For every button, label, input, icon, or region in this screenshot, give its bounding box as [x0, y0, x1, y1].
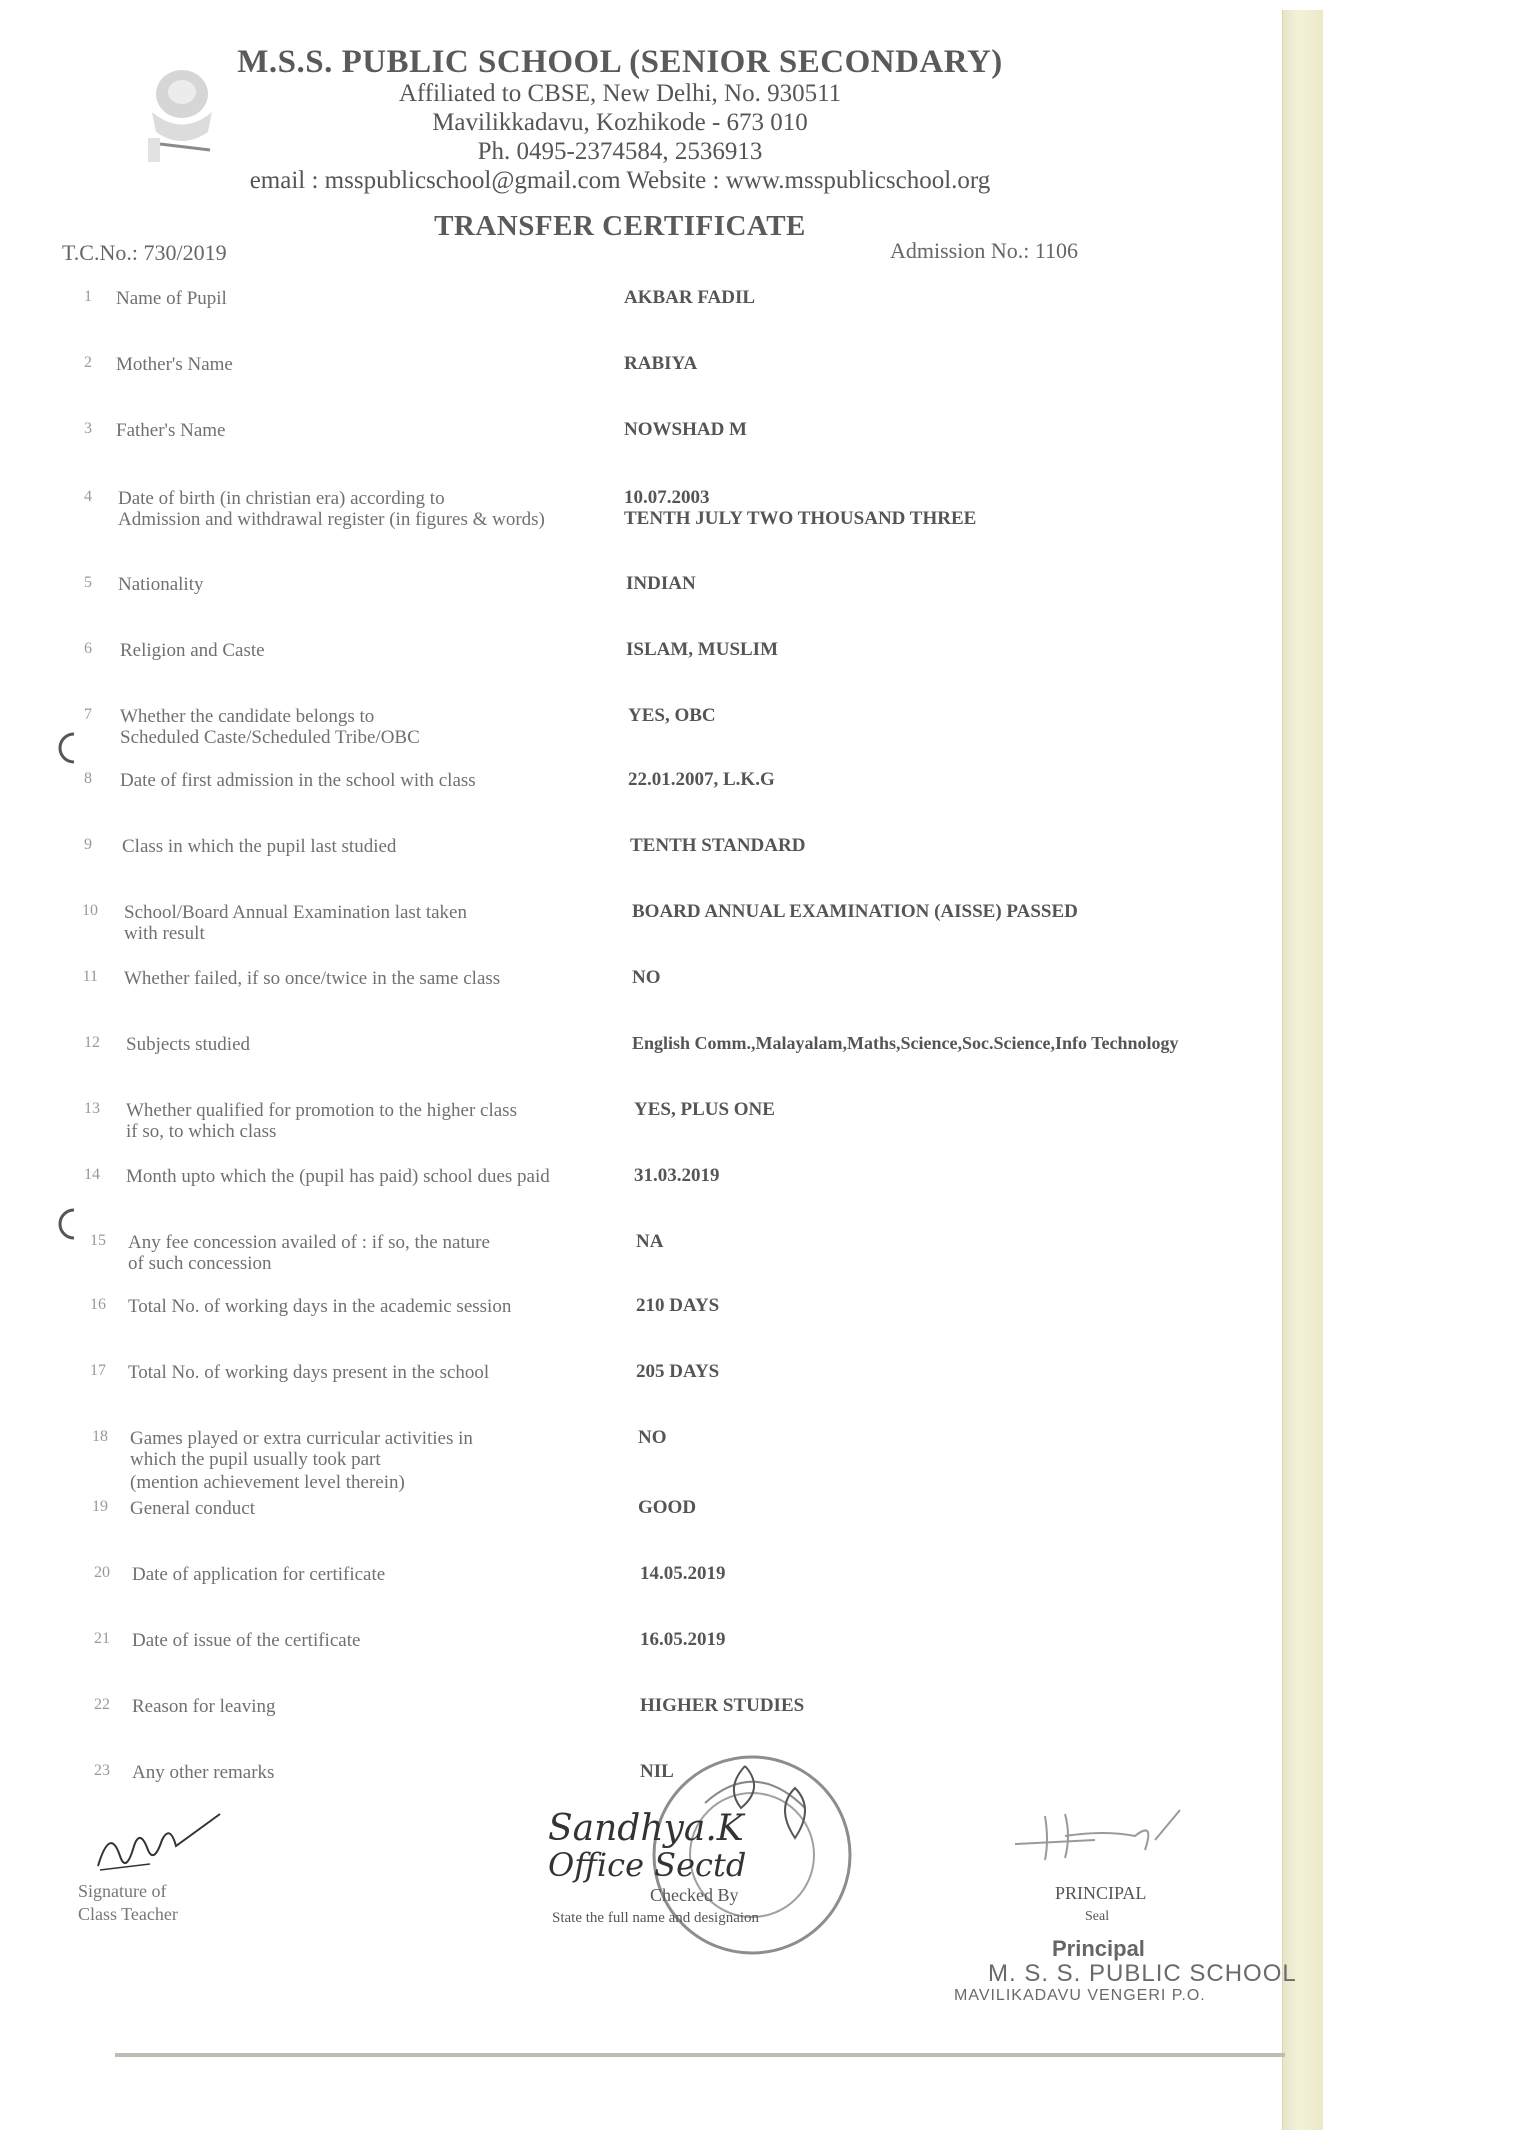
field-label: Religion and Caste	[120, 640, 265, 661]
field-label-line3: (mention achievement level therein)	[130, 1472, 405, 1493]
field-number: 21	[94, 1630, 110, 1647]
field-label: Whether the candidate belongs to	[120, 706, 375, 727]
page-bottom-edge	[115, 2053, 1285, 2057]
field-label-line2: Scheduled Caste/Scheduled Tribe/OBC	[120, 727, 420, 748]
field-label: Any fee concession availed of : if so, the nature	[128, 1232, 490, 1253]
field-number: 16	[90, 1296, 106, 1313]
affiliation-line: Affiliated to CBSE, New Delhi, No. 930511	[398, 80, 842, 107]
punch-mark-icon	[52, 730, 82, 766]
punch-mark-icon	[52, 1206, 82, 1242]
field-label-line2: which the pupil usually took part	[130, 1449, 381, 1470]
handwritten-designation: Office Sectd	[548, 1846, 747, 1884]
field-value: NIL	[640, 1761, 674, 1782]
field-number: 22	[94, 1696, 110, 1713]
field-number: 2	[84, 354, 92, 371]
stamp-address: MAVILIKADAVU VENGERI P.O.	[954, 1987, 1206, 2004]
field-label: Whether failed, if so once/twice in the same class	[124, 968, 501, 989]
field-value: 210 DAYS	[636, 1295, 720, 1316]
field-label: Father's Name	[116, 420, 226, 441]
field-value: INDIAN	[626, 573, 696, 594]
field-number: 20	[94, 1564, 110, 1581]
field-number: 11	[82, 968, 98, 985]
field-value: YES, PLUS ONE	[634, 1099, 775, 1120]
field-label: Date of first admission in the school with class	[120, 770, 476, 791]
field-value: RABIYA	[624, 353, 698, 374]
field-number: 17	[90, 1362, 106, 1379]
field-label: Mother's Name	[116, 354, 233, 375]
field-value: English Comm.,Malayalam,Maths,Science,Soc.Science,Info Technology	[632, 1033, 1179, 1053]
field-number: 9	[84, 836, 92, 853]
stamp-principal: Principal	[1052, 1936, 1145, 1961]
field-number: 14	[84, 1166, 100, 1183]
field-number: 3	[84, 420, 92, 437]
field-number: 13	[84, 1100, 100, 1117]
field-number: 6	[84, 640, 92, 657]
field-label: Reason for leaving	[132, 1696, 276, 1717]
field-label: Month upto which the (pupil has paid) school dues paid	[126, 1166, 550, 1187]
class-teacher-label: Signature of	[78, 1881, 167, 1901]
field-label: Date of application for certificate	[132, 1564, 386, 1585]
field-label: Class in which the pupil last studied	[122, 836, 397, 857]
checked-by-label: Checked By	[650, 1885, 739, 1905]
field-number: 7	[84, 706, 92, 723]
field-value: TENTH STANDARD	[630, 835, 806, 856]
field-value: YES, OBC	[628, 705, 716, 726]
field-value: NO	[638, 1427, 667, 1448]
admission-number: Admission No.: 1106	[890, 238, 1079, 263]
field-value: NA	[636, 1231, 664, 1252]
field-number: 12	[84, 1034, 100, 1051]
field-label: Subjects studied	[126, 1034, 251, 1055]
field-label: Total No. of working days in the academic session	[128, 1296, 512, 1317]
phone-line: Ph. 0495-2374584, 2536913	[477, 138, 763, 165]
field-value: ISLAM, MUSLIM	[626, 639, 779, 660]
seal-label: Seal	[1085, 1909, 1110, 1924]
field-label-line2: if so, to which class	[126, 1121, 277, 1142]
field-label: Whether qualified for promotion to the higher class	[126, 1100, 517, 1121]
page-edge	[1282, 10, 1323, 2130]
field-label: General conduct	[130, 1498, 256, 1519]
class-teacher-signature	[90, 1806, 230, 1886]
field-number: 4	[84, 488, 92, 505]
address-line: Mavilikkadavu, Kozhikode - 673 010	[432, 109, 808, 136]
certificate-title: TRANSFER CERTIFICATE	[434, 210, 806, 242]
field-value: 10.07.2003	[624, 487, 710, 508]
field-value: 14.05.2019	[640, 1563, 726, 1584]
field-label: Name of Pupil	[116, 288, 227, 309]
field-number: 15	[90, 1232, 106, 1249]
field-value-line2: TENTH JULY TWO THOUSAND THREE	[624, 508, 977, 529]
field-value: 16.05.2019	[640, 1629, 726, 1650]
field-number: 5	[84, 574, 92, 591]
field-label-line2: Admission and withdrawal register (in figures & words)	[118, 509, 545, 530]
field-value: AKBAR FADIL	[624, 287, 756, 308]
field-label: School/Board Annual Examination last taken	[124, 902, 467, 923]
field-label-line2: of such concession	[128, 1253, 272, 1274]
field-number: 1	[84, 288, 92, 305]
class-teacher-label-line2: Class Teacher	[78, 1904, 178, 1924]
school-name: M.S.S. PUBLIC SCHOOL (SENIOR SECONDARY)	[237, 44, 1003, 80]
field-value: BOARD ANNUAL EXAMINATION (AISSE) PASSED	[632, 901, 1078, 922]
field-label: Nationality	[118, 574, 204, 595]
field-value: 205 DAYS	[636, 1361, 720, 1382]
field-label: Any other remarks	[132, 1762, 275, 1783]
field-label-line2: with result	[124, 923, 205, 944]
field-label: Date of birth (in christian era) according to	[118, 488, 445, 509]
field-label: Total No. of working days present in the school	[128, 1362, 490, 1383]
field-number: 18	[92, 1428, 108, 1445]
field-number: 10	[82, 902, 98, 919]
field-value: NO	[632, 967, 661, 988]
field-value: GOOD	[638, 1497, 697, 1518]
field-number: 23	[94, 1762, 110, 1779]
field-value: 22.01.2007, L.K.G	[628, 769, 775, 790]
field-number: 19	[92, 1498, 108, 1515]
principal-signature	[1005, 1800, 1205, 1870]
field-number: 8	[84, 770, 92, 787]
field-value: NOWSHAD M	[624, 419, 747, 440]
stamp-school-name: M. S. S. PUBLIC SCHOOL	[988, 1960, 1297, 1987]
principal-label: PRINCIPAL	[1055, 1883, 1147, 1903]
field-value: 31.03.2019	[634, 1165, 720, 1186]
field-label: Date of issue of the certificate	[132, 1630, 361, 1651]
field-label: Games played or extra curricular activities in	[130, 1428, 473, 1449]
handwritten-name: Sandhya.K	[548, 1808, 744, 1849]
contact-line: email : msspublicschool@gmail.com Website : www.msspublicschool.org	[249, 167, 991, 194]
tc-number: T.C.No.: 730/2019	[62, 240, 227, 265]
checked-by-note: State the full name and designaion	[552, 1910, 760, 1926]
field-value: HIGHER STUDIES	[640, 1695, 805, 1716]
